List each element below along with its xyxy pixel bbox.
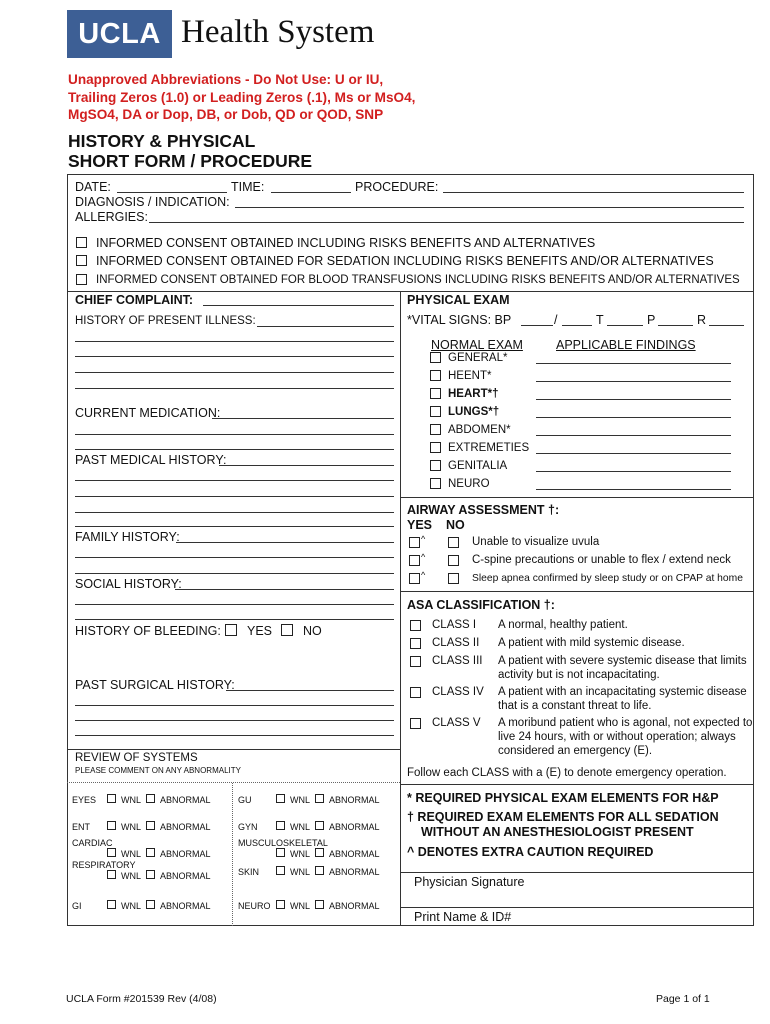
airway-cspine-no-checkbox[interactable] [448,555,459,566]
hpi-field[interactable] [257,326,394,327]
resp-label: R [697,313,707,327]
social-history-line[interactable] [75,619,394,620]
airway-cspine-label: C-spine precautions or unable to flex / extend neck [472,554,731,566]
ros-skin-wnl-checkbox[interactable] [276,866,285,875]
ros-gyn-label: GYN [238,822,258,832]
exam-extremeties-label: EXTREMETIES [448,442,530,454]
ros-eyes-wnl-checkbox[interactable] [107,794,116,803]
required-hp-note: * REQUIRED PHYSICAL EXAM ELEMENTS FOR H&P [407,791,719,805]
procedure-field[interactable] [443,192,744,193]
airway-uvula-label: Unable to visualize uvula [472,536,600,548]
warning-line-2: Trailing Zeros (1.0) or Leading Zeros (.1), Ms or MsO4, [68,89,416,105]
ros-gu-abnormal-checkbox[interactable] [315,794,324,803]
bp-slash: / [554,313,558,327]
ros-gi-label: GI [72,901,82,911]
abnormal-label: ABNORMAL [160,822,211,832]
family-history-line[interactable] [75,573,394,574]
bp-diastolic-field[interactable] [562,325,592,326]
abbreviation-warning [68,71,415,124]
family-history-line[interactable] [75,557,394,558]
print-name-label: Print Name & ID# [414,910,512,924]
surgical-history-line[interactable] [75,720,394,721]
ros-musculoskeletal-abnormal-checkbox[interactable] [315,848,324,857]
airway-assessment-heading: AIRWAY ASSESSMENT †: [407,503,560,517]
form-title-line-1: HISTORY & PHYSICAL [68,131,256,151]
abnormal-label: ABNORMAL [329,849,380,859]
ros-gi-wnl-checkbox[interactable] [107,900,116,909]
required-sedation-note-line-1: † REQUIRED EXAM ELEMENTS FOR ALL SEDATION [407,810,719,824]
normal-exam-header: NORMAL EXAM [431,338,523,352]
caution-caret: ^ [421,534,426,544]
family-history-field[interactable] [176,542,394,543]
ros-respiratory-abnormal-checkbox[interactable] [146,870,155,879]
wnl-label: WNL [290,822,310,832]
exam-heart-finding[interactable] [536,399,731,400]
exam-abdomen-label: ABDOMEN* [448,424,511,436]
form-title-line-2: SHORT FORM / PROCEDURE [68,151,313,171]
asa-class-1-label: CLASS I [432,619,477,631]
temp-label: T [596,313,604,327]
asa-class-1-desc: A normal, healthy patient. [498,619,628,631]
airway-divider [400,591,754,592]
exam-heent-finding[interactable] [536,381,731,382]
vital-signs-label: *VITAL SIGNS: BP [407,313,512,327]
social-history-label: SOCIAL HISTORY: [75,577,182,591]
pmh-line[interactable] [75,480,394,481]
allergies-label: ALLERGIES: [75,210,148,224]
ros-neuro-abnormal-checkbox[interactable] [315,900,324,909]
consent-label-2: INFORMED CONSENT OBTAINED FOR SEDATION INCLUDING RISKS BENEFITS AND/OR ALTERNATIVES [96,254,714,268]
allergies-field[interactable] [149,222,744,223]
past-surgical-history-field[interactable] [226,690,394,691]
form-number: UCLA Form #201539 Rev (4/08) [66,993,217,1005]
exam-neuro-label: NEURO [448,478,490,490]
emergency-note: Follow each CLASS with a (E) to denote emergency operation. [407,767,727,779]
print-name-line[interactable] [400,907,754,908]
wnl-label: WNL [290,795,310,805]
exam-genitalia-label: GENITALIA [448,460,508,472]
wnl-label: WNL [290,901,310,911]
physician-signature-label: Physician Signature [414,875,525,889]
hpi-line[interactable] [75,388,394,389]
airway-uvula-yes-checkbox[interactable] [409,537,420,548]
asa-class-5-label: CLASS V [432,717,481,729]
abnormal-label: ABNORMAL [160,795,211,805]
ros-subdivider [67,782,400,783]
exam-abdomen-checkbox[interactable] [430,424,441,435]
ros-cardiac-label: CARDIAC [72,838,113,848]
current-medication-field[interactable] [212,418,394,419]
diagnosis-field[interactable] [235,207,744,208]
airway-cspine-yes-checkbox[interactable] [409,555,420,566]
asa-class-3-label: CLASS III [432,655,483,667]
time-label: TIME: [231,180,265,194]
history-of-bleeding-label: HISTORY OF BLEEDING: [75,624,221,638]
abnormal-label: ABNORMAL [329,822,380,832]
date-label: DATE: [75,180,111,194]
bp-systolic-field[interactable] [521,325,553,326]
asa-class-4-desc-line-1: A patient with an incapacitating systemic disease [498,686,747,698]
pmh-line[interactable] [75,512,394,513]
applicable-findings-header: APPLICABLE FINDINGS [556,338,696,352]
airway-apnea-yes-checkbox[interactable] [409,573,420,584]
ros-gyn-wnl-checkbox[interactable] [276,821,285,830]
resp-field[interactable] [709,325,744,326]
asa-class-4-desc-line-2: that is a constant threat to life. [498,700,652,712]
exam-lungs-label: LUNGS*† [448,406,500,418]
bleeding-yes-label: YES [247,624,273,638]
warning-line-3: MgSO4, DA or Dop, DB, or Dob, QD or QOD, SNP [68,107,384,122]
asa-class-2-checkbox[interactable] [410,638,421,649]
wnl-label: WNL [121,849,141,859]
exam-heent-label: HEENT* [448,370,492,382]
medication-line[interactable] [75,449,394,450]
airway-uvula-no-checkbox[interactable] [448,537,459,548]
airway-apnea-no-checkbox[interactable] [448,573,459,584]
exam-abdomen-finding[interactable] [536,435,731,436]
required-sedation-note-line-2: WITHOUT AN ANESTHESIOLOGIST PRESENT [421,825,694,839]
asa-class-3-checkbox[interactable] [410,656,421,667]
past-medical-history-field[interactable] [219,465,394,466]
abnormal-label: ABNORMAL [160,871,211,881]
caution-caret: ^ [421,552,426,562]
asa-class-5-checkbox[interactable] [410,718,421,729]
physical-exam-heading: PHYSICAL EXAM [407,293,510,307]
chief-complaint-label: CHIEF COMPLAINT: [75,293,194,307]
consent-label-3: INFORMED CONSENT OBTAINED FOR BLOOD TRANSFUSIONS INCLUDING RISKS BENEFITS AND/OR ALTERNATIVES [96,274,740,286]
ros-skin-abnormal-checkbox[interactable] [315,866,324,875]
current-medication-label: CURRENT MEDICATION: [75,406,221,420]
asa-class-4-label: CLASS IV [432,686,484,698]
ros-ent-abnormal-checkbox[interactable] [146,821,155,830]
ros-ent-wnl-checkbox[interactable] [107,821,116,830]
asa-divider [400,784,754,785]
surgical-history-line[interactable] [75,705,394,706]
exam-lungs-finding[interactable] [536,417,731,418]
ros-neuro-label: NEURO [238,901,271,911]
ros-divider [67,749,400,750]
chief-complaint-field[interactable] [203,305,394,306]
section-divider [67,291,754,292]
ros-eyes-abnormal-checkbox[interactable] [146,794,155,803]
ros-eyes-label: EYES [72,795,97,805]
wnl-label: WNL [121,795,141,805]
health-system-wordmark: Health System [181,14,375,50]
column-divider [400,291,401,926]
wnl-label: WNL [121,901,141,911]
asa-class-5-desc-line-1: A moribund patient who is agonal, not expected to [498,717,753,729]
bleeding-no-checkbox[interactable] [281,624,293,636]
ros-neuro-wnl-checkbox[interactable] [276,900,285,909]
diagnosis-label: DIAGNOSIS / INDICATION: [75,195,230,209]
asa-class-5-desc-line-3: considered an emergency (E). [498,745,653,757]
ros-gi-abnormal-checkbox[interactable] [146,900,155,909]
ros-title: REVIEW OF SYSTEMS [75,752,198,764]
warning-line-1: Unapproved Abbreviations - Do Not Use: U or IU, [68,72,384,87]
airway-no-header: NO [446,518,465,532]
abnormal-label: ABNORMAL [329,795,380,805]
exam-extremeties-finding[interactable] [536,453,731,454]
past-medical-history-label: PAST MEDICAL HISTORY: [75,453,227,467]
hpi-line[interactable] [75,356,394,357]
ros-gyn-abnormal-checkbox[interactable] [315,821,324,830]
ucla-logo: UCLA [67,10,172,58]
abnormal-label: ABNORMAL [329,901,380,911]
ros-respiratory-wnl-checkbox[interactable] [107,870,116,879]
abnormal-label: ABNORMAL [160,849,211,859]
pulse-field[interactable] [658,325,693,326]
asa-classification-heading: ASA CLASSIFICATION †: [407,598,555,612]
pmh-line[interactable] [75,496,394,497]
extra-caution-note: ^ DENOTES EXTRA CAUTION REQUIRED [407,845,654,859]
asa-class-2-label: CLASS II [432,637,480,649]
temp-field[interactable] [607,325,643,326]
bleeding-yes-checkbox[interactable] [225,624,237,636]
medication-line[interactable] [75,434,394,435]
asa-class-5-desc-line-2: live 24 hours, with or without operation; always [498,731,736,743]
social-history-field[interactable] [175,589,394,590]
airway-apnea-label: Sleep apnea confirmed by sleep study or on CPAP at home [472,573,743,584]
exam-heent-checkbox[interactable] [430,370,441,381]
past-surgical-history-label: PAST SURGICAL HISTORY: [75,678,235,692]
exam-neuro-finding[interactable] [536,489,731,490]
time-field[interactable] [271,192,351,193]
consent-label-1: INFORMED CONSENT OBTAINED INCLUDING RISKS BENEFITS AND ALTERNATIVES [96,236,596,250]
hpi-label: HISTORY OF PRESENT ILLNESS: [75,315,256,327]
exam-neuro-checkbox[interactable] [430,478,441,489]
abnormal-label: ABNORMAL [329,867,380,877]
consent-checkbox-1[interactable] [76,237,87,248]
ros-gu-wnl-checkbox[interactable] [276,794,285,803]
airway-yes-header: YES [407,518,433,532]
exam-divider [400,497,754,498]
ros-respiratory-label: RESPIRATORY [72,860,136,870]
asa-class-1-checkbox[interactable] [410,620,421,631]
ros-cardiac-abnormal-checkbox[interactable] [146,848,155,857]
exam-general-label: GENERAL* [448,352,508,364]
wnl-label: WNL [290,849,310,859]
exam-heart-checkbox[interactable] [430,388,441,399]
asa-class-3-desc-line-1: A patient with severe systemic disease that limits [498,655,747,667]
ros-musculoskeletal-wnl-checkbox[interactable] [276,848,285,857]
bleeding-no-label: NO [303,624,322,638]
page-number: Page 1 of 1 [656,993,710,1005]
asa-class-4-checkbox[interactable] [410,687,421,698]
ros-subtitle: PLEASE COMMENT ON ANY ABNORMALITY [75,766,241,775]
pmh-line[interactable] [75,526,394,527]
ros-skin-label: SKIN [238,867,260,877]
ros-gu-label: GU [238,795,252,805]
exam-heart-label: HEART*† [448,388,499,400]
signature-line[interactable] [400,872,754,873]
form-title [68,131,312,171]
pulse-label: P [647,313,656,327]
consent-checkbox-2[interactable] [76,255,87,266]
exam-genitalia-checkbox[interactable] [430,460,441,471]
exam-lungs-checkbox[interactable] [430,406,441,417]
hpi-line[interactable] [75,372,394,373]
exam-general-checkbox[interactable] [430,352,441,363]
wnl-label: WNL [290,867,310,877]
exam-extremeties-checkbox[interactable] [430,442,441,453]
asa-class-2-desc: A patient with mild systemic disease. [498,637,685,649]
wnl-label: WNL [121,822,141,832]
ros-ent-label: ENT [72,822,90,832]
hpi-line[interactable] [75,341,394,342]
surgical-history-line[interactable] [75,735,394,736]
caution-caret: ^ [421,570,426,580]
abnormal-label: ABNORMAL [160,901,211,911]
exam-general-finding[interactable] [536,363,731,364]
ros-column-divider [232,783,233,926]
date-field[interactable] [117,192,227,193]
exam-genitalia-finding[interactable] [536,471,731,472]
ros-cardiac-wnl-checkbox[interactable] [107,848,116,857]
asa-class-3-desc-line-2: activity but is not incapacitating. [498,669,660,681]
consent-checkbox-3[interactable] [76,274,87,285]
social-history-line[interactable] [75,604,394,605]
wnl-label: WNL [121,871,141,881]
procedure-label: PROCEDURE: [355,180,439,194]
ros-musculoskeletal-label: MUSCULOSKELETAL [238,838,328,848]
family-history-label: FAMILY HISTORY: [75,530,180,544]
